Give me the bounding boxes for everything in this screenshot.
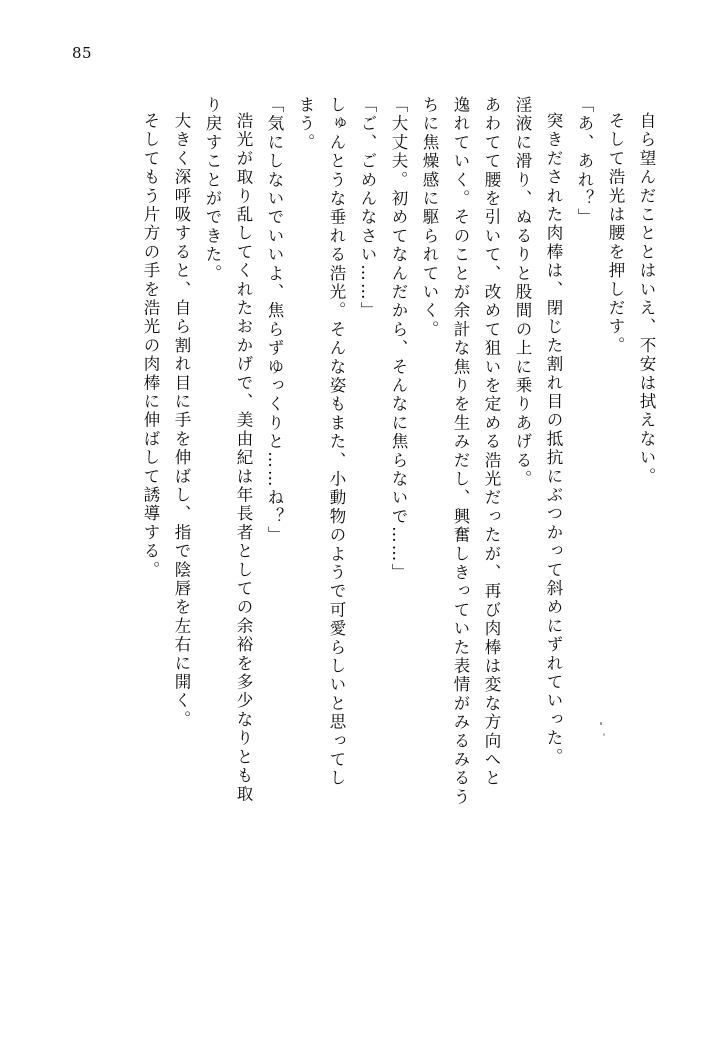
paper-speck <box>600 722 602 725</box>
text-line: そして浩光は腰を押しだす。 <box>606 112 625 356</box>
text-line: 「ご、ごめんなさい……」 <box>358 96 377 321</box>
text-line: 「あ、あれ？」 <box>575 96 594 227</box>
text-line: 「気にしないでいいよ、焦らずゆっくりと……ね？」 <box>265 96 284 545</box>
page-number: 85 <box>72 44 93 62</box>
text-line: 突きだされた肉棒は、閉じた割れ目の抵抗にぶつかって斜めにずれていった。 <box>544 112 563 767</box>
text-line: 大きく深呼吸すると、自ら割れ目に手を伸ばし、指で陰唇を左右に開く。 <box>172 112 191 730</box>
text-line: 淫液に滑り、ぬるりと股間の上に乗りあげる。 <box>513 96 532 489</box>
paper-speck <box>603 733 605 736</box>
text-line: 「大丈夫。初めてなんだから、そんなに焦らないで……」 <box>389 96 408 583</box>
text-line: 自ら望んだこととはいえ、不安は拭えない。 <box>637 112 656 486</box>
text-line: 浩光が取り乱してくれたおかげで、美由紀は年長者としての余裕を多少なりとも取 <box>234 112 253 804</box>
text-line: 逸れていく。そのことが余計な焦りを生みだし、興奮しきっていた表情がみるみるう <box>451 96 470 807</box>
vertical-text-body <box>44 96 654 996</box>
text-line: しゅんとうな垂れる浩光。そんな姿もまた、小動物のようで可愛らしいと思ってし <box>327 96 346 788</box>
text-line: そしてもう片方の手を浩光の肉棒に伸ばして誘導する。 <box>141 112 160 580</box>
text-line: まう。 <box>296 96 315 153</box>
text-line: あわてて腰を引いて、改めて狙いを定める浩光だったが、再び肉棒は変な方向へと <box>482 96 501 788</box>
text-line: ちに焦燥感に駆られていく。 <box>420 96 439 340</box>
text-line: り戻すことができた。 <box>203 96 222 283</box>
